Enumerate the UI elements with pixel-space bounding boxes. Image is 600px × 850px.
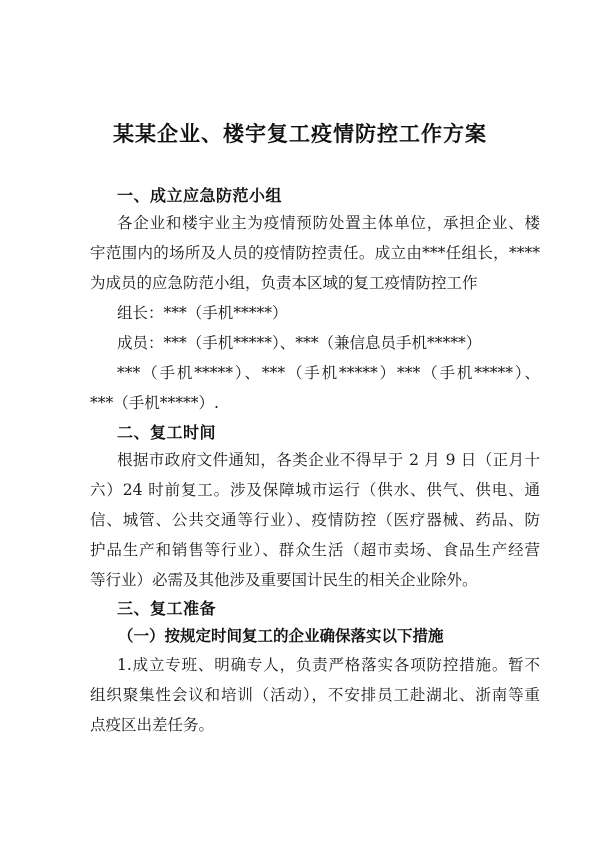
section1-line: 成员：***（手机*****）、***（兼信息员手机*****） — [117, 334, 482, 352]
section1-line: ***（手机*****）、***（手机*****）***（手机*****）、 — [117, 364, 540, 382]
section3-line: 组织聚集性会议和培训（活动），不安排员工赴湖北、浙南等重 — [90, 686, 540, 704]
section1-line: ***（手机*****）. — [90, 394, 219, 412]
section1-line: 宇范围内的场所及人员的疫情防控责任。成立由***任组长，**** — [90, 244, 540, 262]
section2-line: 护品生产和销售等行业）、群众生活（超市卖场、食品生产经营 — [90, 541, 540, 559]
section3-line: 1.成立专班、明确专人，负责严格落实各项防控措施。暂不 — [117, 656, 540, 674]
section2-line: 信、城管、公共交通等行业）、疫情防控（医疗器械、药品、防 — [90, 511, 540, 529]
section3-line: 点疫区出差任务。 — [90, 716, 215, 734]
section1-line: 为成员的应急防范小组，负责本区域的复工疫情防控工作 — [90, 274, 478, 292]
section1-heading: 一、成立应急防范小组 — [117, 186, 283, 205]
section2-line: 六）24 时前复工。涉及保障城市运行（供水、供气、供电、通 — [90, 481, 540, 499]
section2-heading: 二、复工时间 — [117, 423, 217, 442]
section2-line: 等行业）必需及其他涉及重要国计民生的相关企业除外。 — [90, 571, 478, 589]
section3-heading: 三、复工准备 — [117, 599, 217, 618]
section1-line: 各企业和楼宇业主为疫情预防处置主体单位，承担企业、楼 — [117, 214, 540, 232]
section2-line: 根据市政府文件通知，各类企业不得早于 2 月 9 日（正月十 — [117, 451, 540, 469]
section1-line: 组长：***（手机*****） — [117, 304, 288, 322]
section3-subheading: （一）按规定时间复工的企业确保落实以下措施 — [118, 627, 444, 645]
document-title: 某某企业、楼宇复工疫情防控工作方案 — [113, 122, 487, 146]
